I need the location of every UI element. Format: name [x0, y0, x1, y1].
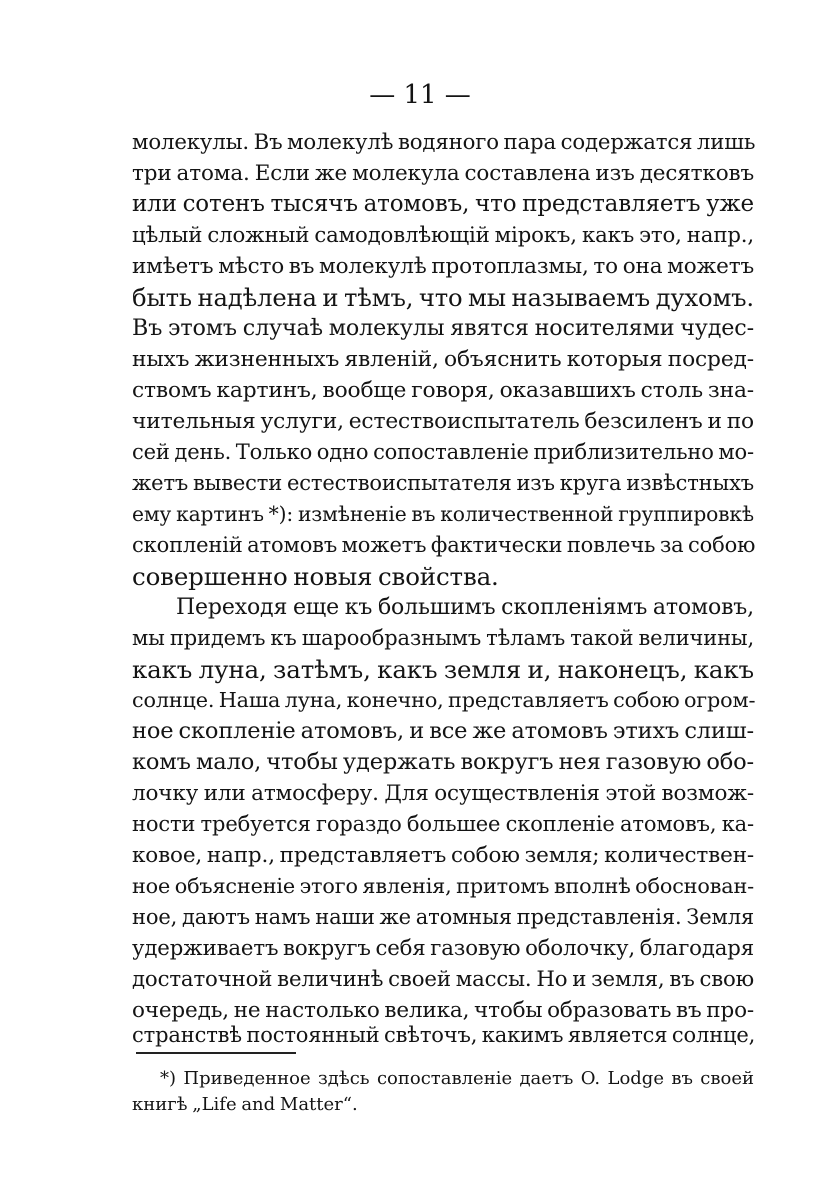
text-line: очередь, не настолько велика, чтобы образовать въ про- [132, 998, 754, 1023]
text-line: мы придемъ къ шарообразнымъ тѣламъ такой величины, [132, 626, 754, 650]
text-line: странствѣ постоянный свѣточъ, какимъ является солнце, [132, 1023, 756, 1047]
text-line: ности требуется гораздо большее скопленіе атомовъ, ка- [132, 812, 754, 836]
page-number: — 11 — [369, 80, 471, 110]
text-line: имѣетъ мѣсто въ молекулѣ протоплазмы, то она можетъ [132, 254, 754, 279]
text-line: лочку или атмосферу. Для осуществленія этой возмож- [132, 781, 754, 806]
text-line: три атома. Если же молекула составлена изъ десятковъ [132, 161, 754, 186]
text-line: ствомъ картинъ, вообще говоря, оказавшихъ столь зна- [132, 378, 754, 403]
text-line: жетъ вывести естествоиспытателя изъ круга извѣстныхъ [132, 471, 754, 495]
text-line: удерживаетъ вокругъ себя газовую оболочку, благодаря [132, 936, 754, 961]
text-line: ему картинъ *): измѣненіе въ количественной группировкѣ [132, 502, 754, 526]
text-line: солнце. Наша луна, конечно, представляетъ собою огром- [132, 688, 756, 712]
text-line: скопленій атомовъ можетъ фактически повлечь за собою [132, 533, 756, 557]
footnote-line: книгѣ „Life and Matter“. [132, 1094, 358, 1115]
footnote-divider [136, 1052, 296, 1054]
text-line: комъ мало, чтобы удержать вокругъ нея газовую обо- [132, 749, 754, 775]
text-line: какъ луна, затѣмъ, какъ земля и, наконецъ, какъ [132, 655, 754, 684]
text-line: Въ этомъ случаѣ молекулы явятся носителями чудес- [132, 315, 754, 341]
text-line: молекулы. Въ молекулѣ водяного пара содержатся лишь [132, 130, 756, 155]
text-line: ное, даютъ намъ наши же атомныя представленія. Земля [132, 905, 754, 929]
text-line: ковое, напр., представляетъ собою земля; количествен- [132, 843, 754, 868]
text-line: ное скопленіе атомовъ, и все же атомовъ этихъ слиш- [132, 718, 754, 744]
text-line: чительныя услуги, естествоиспытатель безсиленъ и по [132, 409, 754, 434]
text-line: быть надѣлена и тѣмъ, что мы называемъ духомъ. [132, 283, 754, 312]
text-line: цѣлый сложный самодовлѣющій мірокъ, какъ это, напр., [132, 223, 754, 248]
text-line: ныхъ жизненныхъ явленій, объяснить которыя посред- [132, 347, 754, 372]
text-line: или сотенъ тысячъ атомовъ, что представляетъ уже [132, 191, 754, 217]
footnote-line: *) Приведенное здѣсь сопоставленіе даетъ O. Lodge въ своей [160, 1068, 754, 1089]
text-line: ное объясненіе этого явленія, притомъ вполнѣ обоснован- [132, 874, 754, 898]
text-line: Переходя еще къ большимъ скопленіямъ атомовъ, [176, 595, 754, 620]
text-line: достаточной величинѣ своей массы. Но и земля, въ свою [132, 967, 754, 992]
text-line: сей день. Только одно сопоставленіе приблизительно мо- [132, 440, 754, 464]
text-line: совершенно новыя свойства. [132, 562, 499, 591]
